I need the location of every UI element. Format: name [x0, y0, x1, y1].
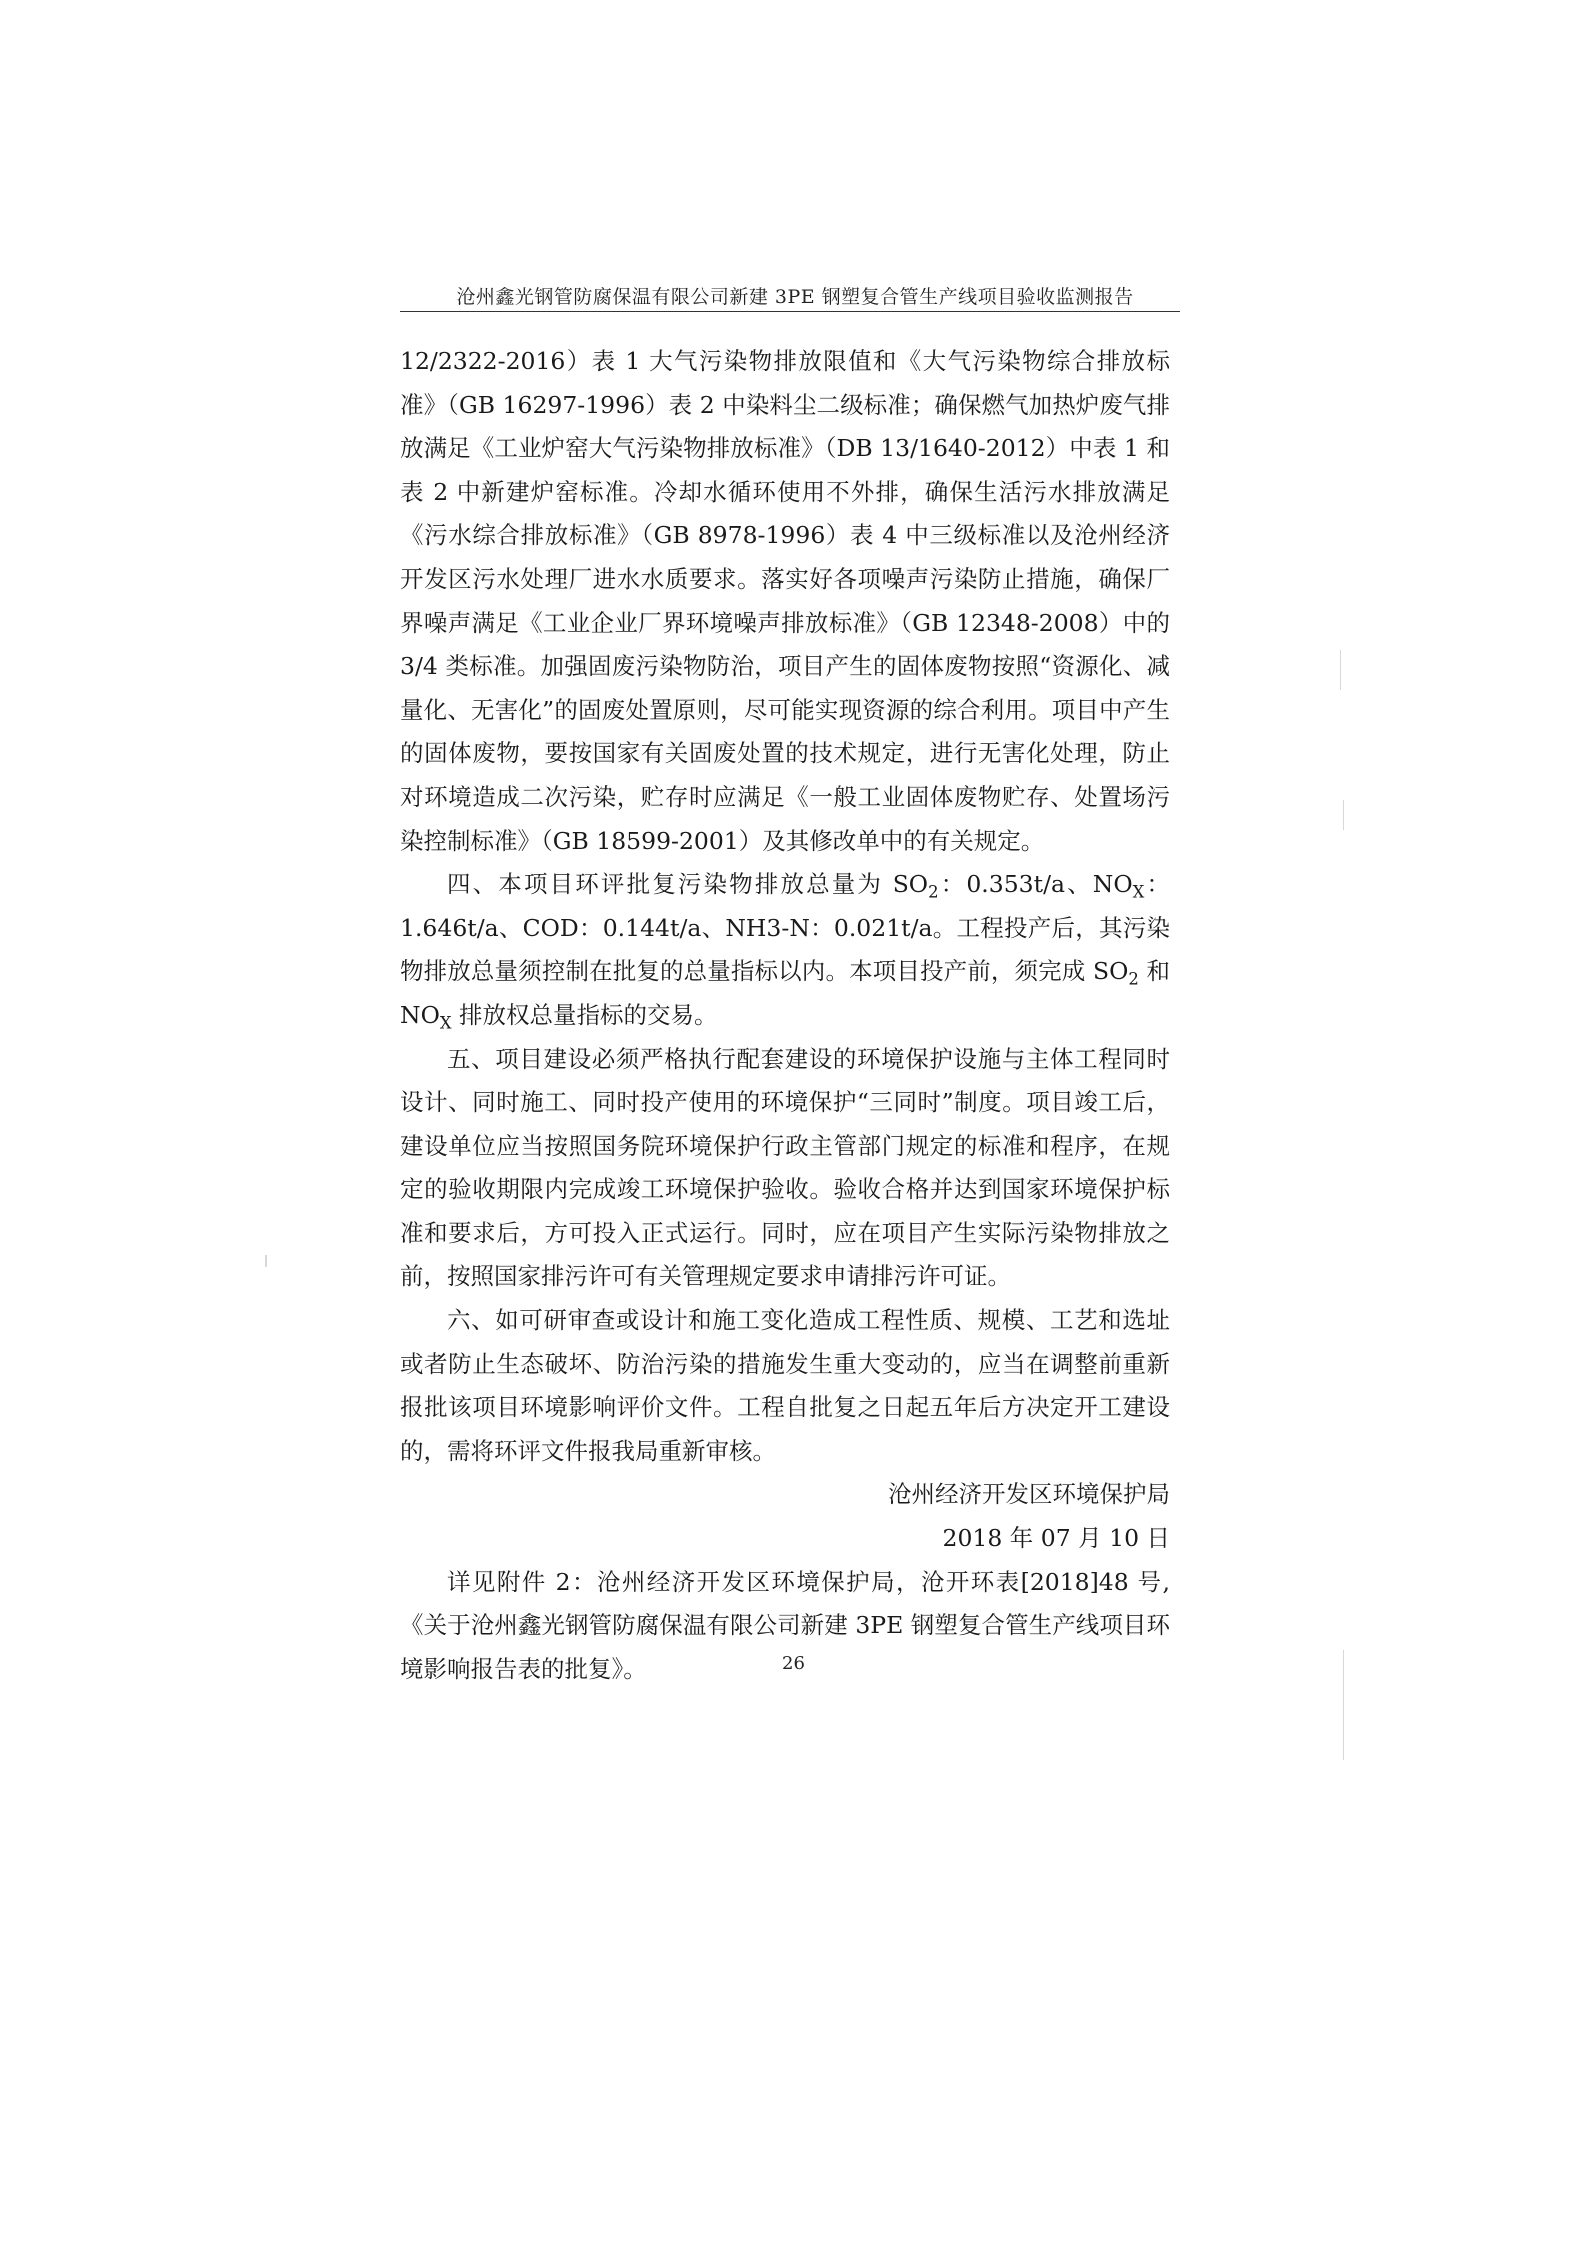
paragraph-three-simultaneous: 五、项目建设必须严格执行配套建设的环境保护设施与主体工程同时设计、同时施工、同时投产使用的环境保护“三同时”制度。项目竣工后，建设单位应当按照国务院环境保护行政主管部门规定的标准和程序，在规定的验收期限内完成竣工环境保护验收。验收合格并达到国家环境保护标准和要求后，方可投入正式运行。同时，应在项目产生实际污染物排放之前，按照国家排污许可有关管理规定要求申请排污许可证。: [400, 1044, 1170, 1291]
paragraph-standards: 12/2322-2016）表 1 大气污染物排放限值和《大气污染物综合排放标准》（GB 16297-1996）表 2 中染料尘二级标准；确保燃气加热炉废气排放满足《工业炉窑大气污染物排放标准》（DB 13/1640-2012）中表 1 和表 2 中新建炉窑标准。冷却水循环使用不外排，确保生活污水排放满足《污水综合排放标准》（GB 8978-1996）表 4 中三级标准以及沧州经济开发区污水处理厂进水水质要求。落实好各项噪声污染防止措施，确保厂界噪声满足《工业企业厂界环境噪声排放标准》（GB 12348-2008）中的 3/4 类标准。加强固废污染物防治，项目产生的固体废物按照“资源化、减量化、无害化”的固废处置原则，尽可能实现资源的综合利用。项目中产生的固体废物，要按国家有关固废处置的技术规定，进行无害化处理，防止对环境造成二次污染，贮存时应满足《一般工业固体废物贮存、处置场污染控制标准》（GB 18599-2001）及其修改单中的有关规定。: [400, 347, 1170, 855]
scan-edge-mark: [265, 1255, 267, 1267]
page-header: 沧州鑫光钢管防腐保温有限公司新建 3PE 钢塑复合管生产线项目验收监测报告: [456, 286, 1134, 308]
scan-edge-mark: [1340, 650, 1341, 690]
subscript: X: [1132, 882, 1145, 902]
text-fragment: ：1.646t/a、COD：0.144t/a、NH3-N：0.021t/a。工程投产后，其污染物排放总量须控制在批复的总量指标以内。本项目投产前，须完成 SO: [400, 870, 1170, 986]
subscript: X: [439, 1013, 452, 1033]
header-rule: [400, 311, 1180, 312]
paragraph-total-emissions: [400, 863, 1170, 1037]
subscript: 2: [1128, 970, 1139, 989]
paragraph-major-changes: 六、如可研审查或设计和施工变化造成工程性质、规模、工艺和选址或者防止生态破坏、防治污染的措施发生重大变动的，应当在调整前重新报批该项目环境影响评价文件。工程自批复之日起五年后方决定开工建设的，需将环评文件报我局重新审核。: [400, 1306, 1170, 1465]
signature-date: 2018 年 07 月 10 日: [942, 1524, 1170, 1553]
scan-edge-mark: [1343, 1650, 1344, 1760]
text-fragment: 四、本项目环评批复污染物排放总量为 SO: [447, 870, 929, 899]
paragraph-attachment-reference: 详见附件 2：沧州经济开发区环境保护局，沧开环表[2018]48 号,《关于沧州鑫光钢管防腐保温有限公司新建 3PE 钢塑复合管生产线项目环境影响报告表的批复》。: [400, 1567, 1170, 1683]
subscript: 2: [928, 882, 939, 902]
signature-authority: 沧州经济开发区环境保护局: [888, 1480, 1170, 1509]
document-body: [400, 340, 1170, 1691]
text-fragment: 排放权总量指标的交易。: [451, 1000, 718, 1029]
scan-edge-mark: [1343, 800, 1344, 830]
text-fragment: ：0.353t/a、NO: [938, 870, 1133, 899]
page-number: 26: [782, 1653, 805, 1674]
text-fragment: 和 NO: [400, 957, 1170, 1029]
